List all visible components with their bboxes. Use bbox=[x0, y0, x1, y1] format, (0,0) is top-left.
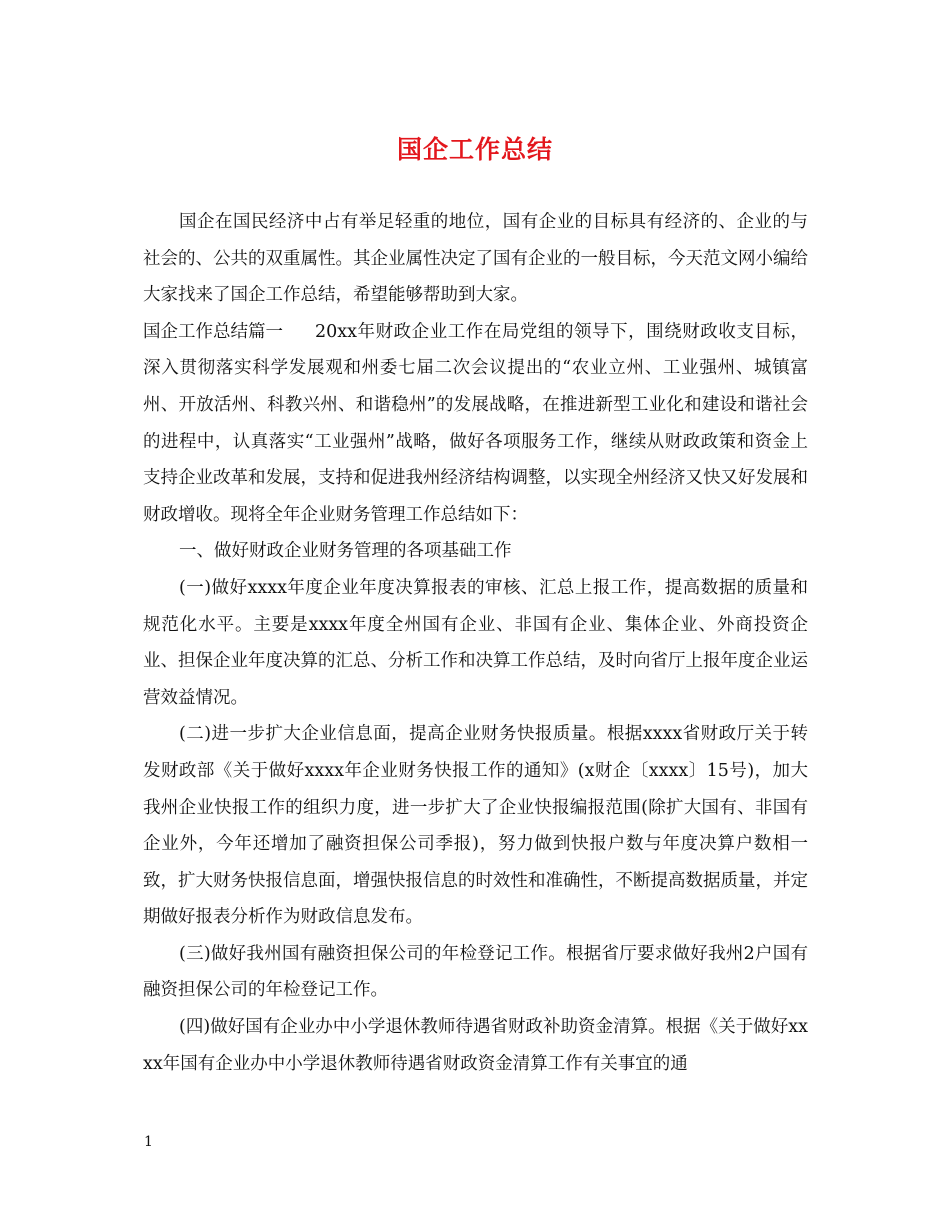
paragraph-item-one: (一)做好xxxx年度企业年度决算报表的审核、汇总上报工作，提高数据的质量和规范化水平。主要是xxxx年度全州国有企业、非国有企业、集体企业、外商投资企业、担保企业年度决算的汇总、分析工作和决算工作总结，及时向省厅上报年度企业运营效益情况。 bbox=[143, 577, 808, 708]
heading-basic-work: 一、做好财政企业财务管理的各项基础工作 bbox=[179, 541, 512, 562]
document-title: 国企工作总结 bbox=[396, 135, 553, 164]
paragraph-item-two: (二)进一步扩大企业信息面，提高企业财务快报质量。根据xxxx省财政厅关于转发财政部《关于做好xxxx年企业财务快报工作的通知》(x财企〔xxxx〕15号)，加大我州企业快报工作的组织力度，进一步扩大了企业快报编报范围(除扩大国有、非国有企业外，今年还增加了融资担保公司季报)，努力做到快报户数与年度决算户数相一致，扩大财务快报信息面，增强快报信息的时效性和准确性，不断提高数据质量，并定期做好报表分析作为财政信息发布。 bbox=[143, 724, 808, 928]
document-body bbox=[143, 204, 808, 1082]
paragraph-section-one bbox=[143, 314, 808, 534]
section-label: 国企工作总结篇一 bbox=[143, 321, 283, 342]
paragraph-section-one-text: 20xx年财政企业工作在局党组的领导下，围绕财政收支目标，深入贯彻落实科学发展观和州委七届二次会议提出的“农业立州、工业强州、城镇富州、开放活州、科教兴州、和谐稳州”的发展战略，在推进新型工业化和建设和谐社会的进程中，认真落实“工业强州”战略，做好各项服务工作，继续从财政政策和资金上支持企业改革和发展，支持和促进我州经济结构调整，以实现全州经济又快又好发展和财政增收。现将全年企业财务管理工作总结如下： bbox=[143, 321, 808, 525]
page-number: 1 bbox=[144, 1134, 153, 1150]
paragraph-intro: 国企在国民经济中占有举足轻重的地位，国有企业的目标具有经济的、企业的与社会的、公共的双重属性。其企业属性决定了国有企业的一般目标，今天范文网小编给大家找来了国企工作总结，希望能够帮助到大家。 bbox=[143, 212, 808, 306]
paragraph-item-four: (四)做好国有企业办中小学退休教师待遇省财政补助资金清算。根据《关于做好xxxx年国有企业办中小学退休教师待遇省财政资金清算工作有关事宜的通 bbox=[143, 1017, 808, 1074]
paragraph-item-three: (三)做好我州国有融资担保公司的年检登记工作。根据省厅要求做好我州2户国有融资担保公司的年检登记工作。 bbox=[143, 943, 808, 1001]
